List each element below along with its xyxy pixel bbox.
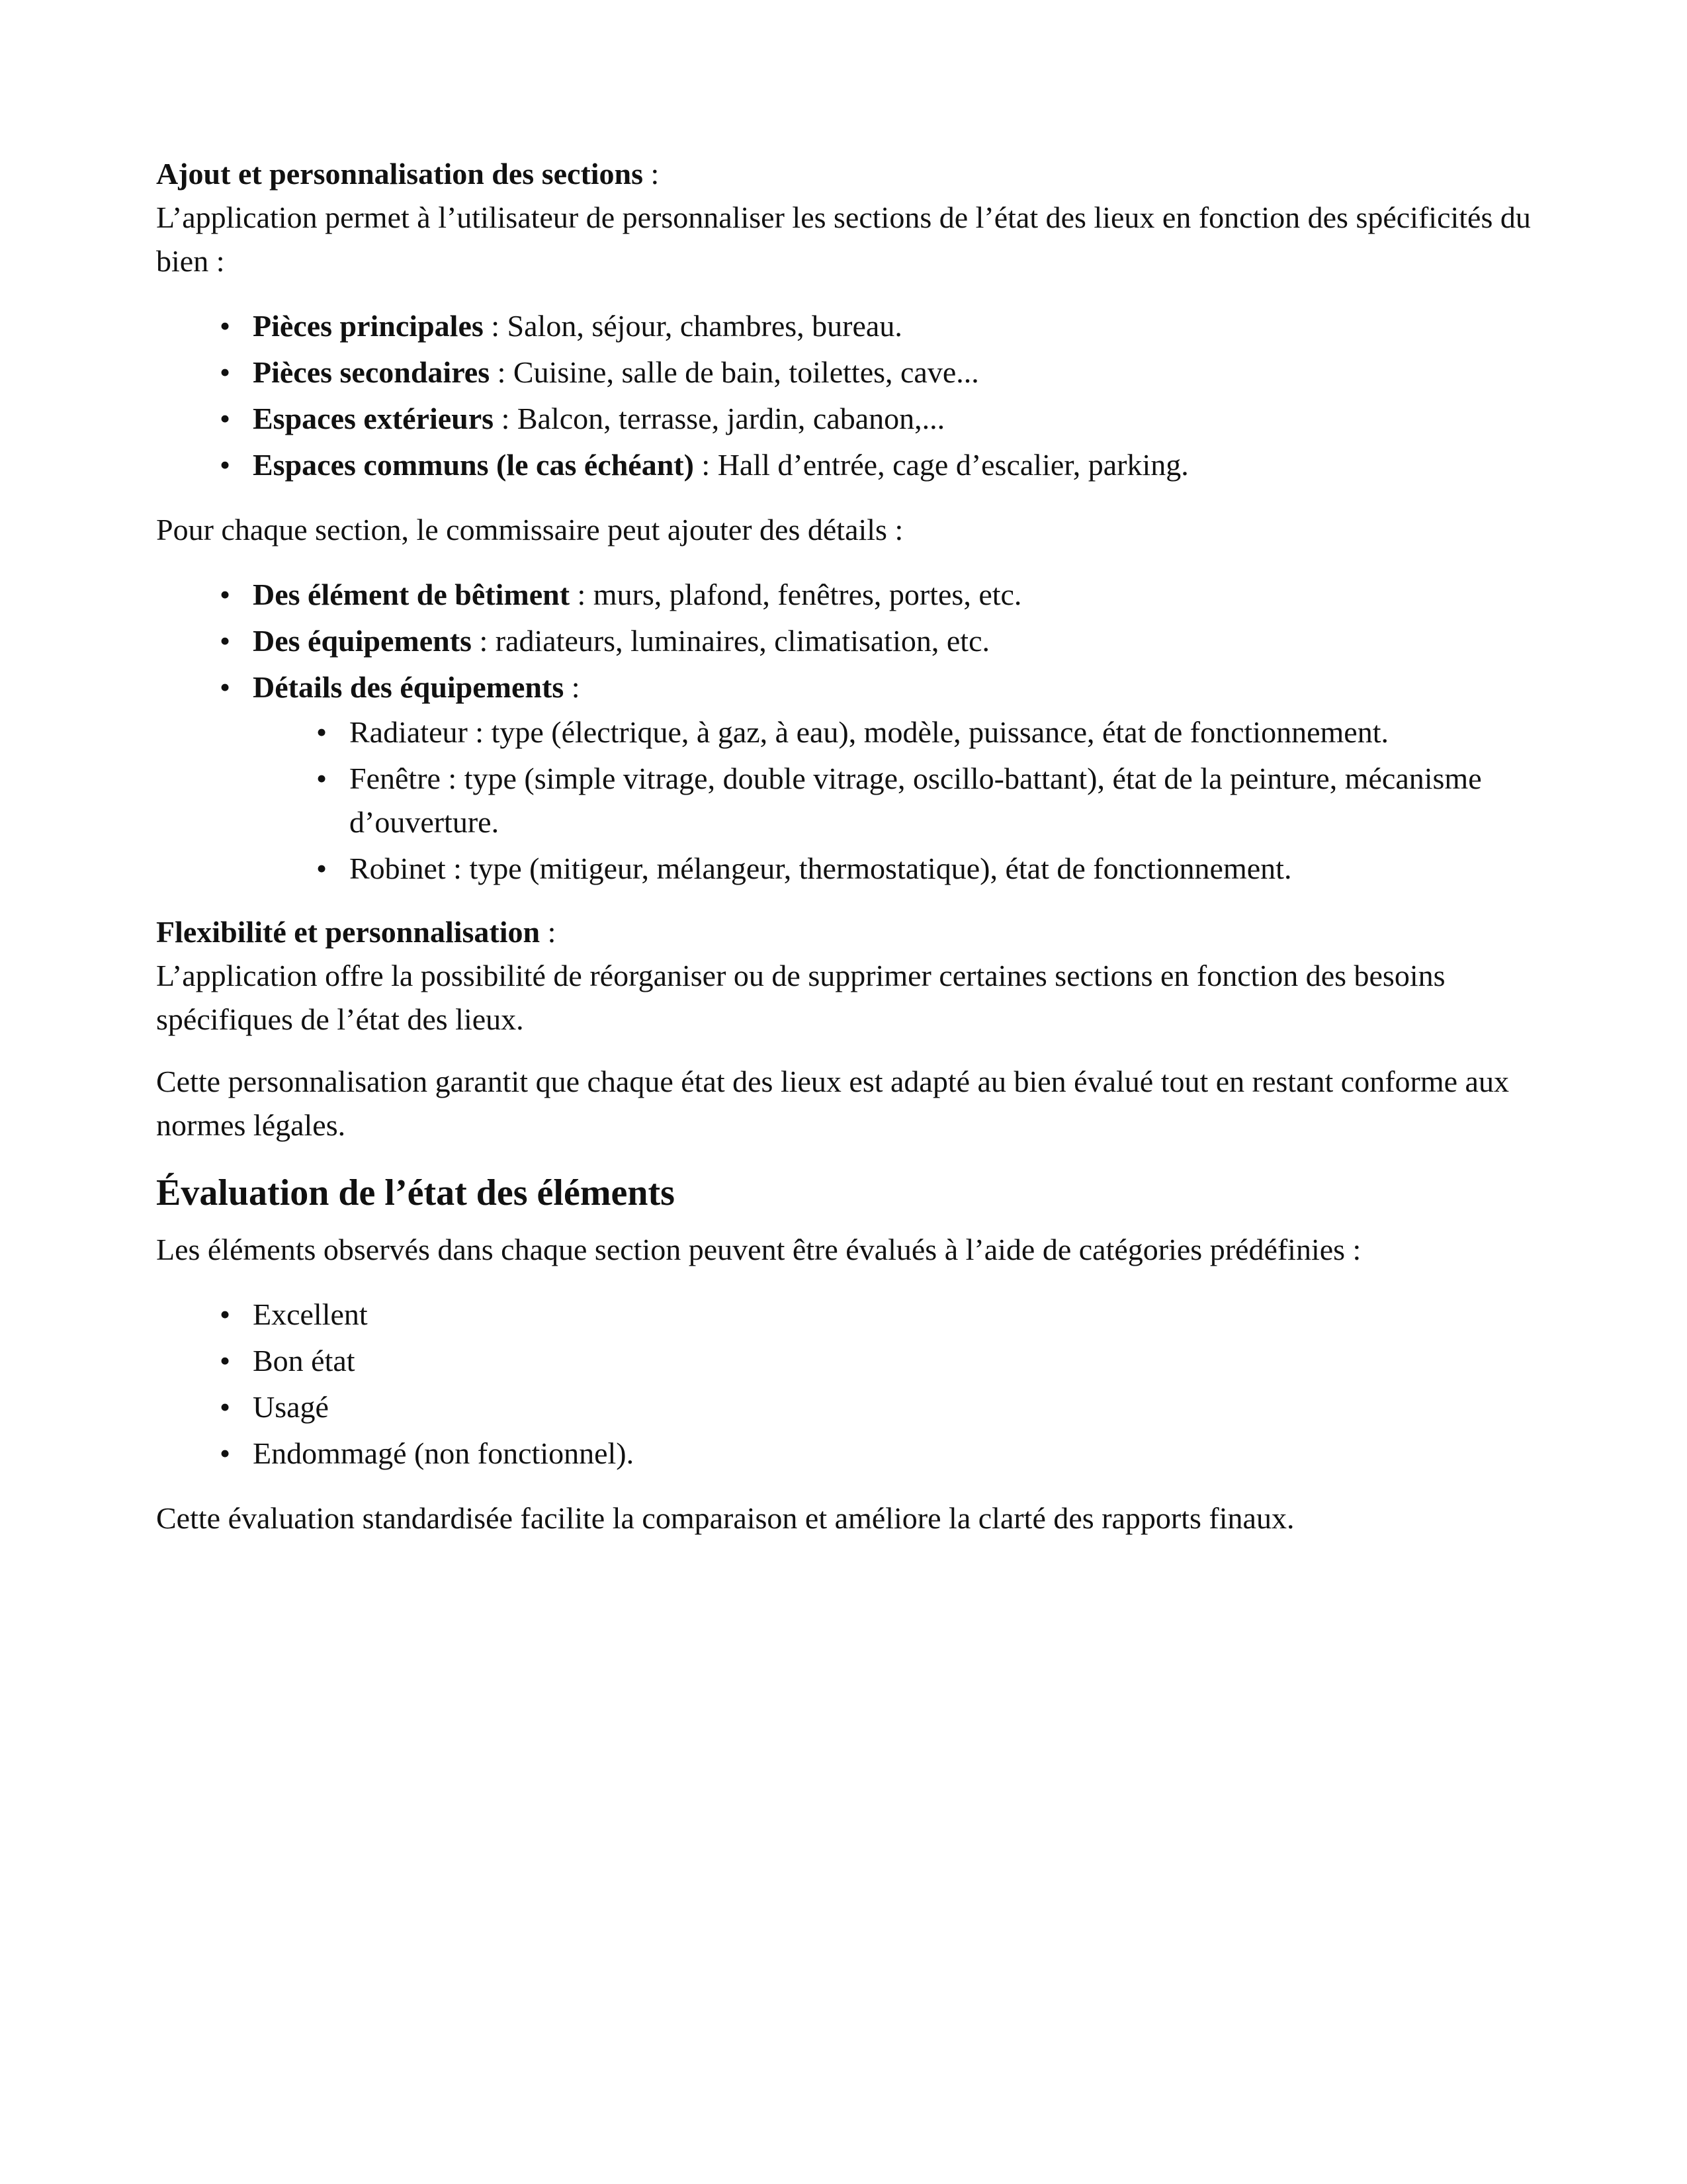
flexibility-text: L’application offre la possibilité de réorganiser ou de supprimer certaines sections en fonction des besoins spécifiques de l’état des lieux. [156, 959, 1446, 1036]
details-intro: Pour chaque section, le commissaire peut ajouter des détails : [156, 513, 904, 546]
bullet-icon: • [316, 762, 327, 795]
evaluation-heading: Évaluation de l’état des éléments [156, 1172, 675, 1213]
bullet-icon: • [219, 1436, 231, 1470]
bullet-icon: • [316, 715, 327, 749]
bullet-icon: • [219, 670, 231, 704]
list-item [156, 1430, 1539, 1477]
list-item [156, 572, 1539, 618]
bullet-icon: • [219, 1390, 231, 1424]
list-item-label: Espaces extérieurs [253, 402, 494, 435]
list-item-label: Des élément de bêtiment [253, 578, 570, 611]
list-item [156, 664, 1539, 891]
list-item-text: : Balcon, terrasse, jardin, cabanon,... [494, 402, 945, 435]
evaluation-categories-list [156, 1291, 1539, 1477]
bullet-icon: • [219, 1344, 231, 1377]
details-list [156, 572, 1539, 891]
sub-list-item-text: Robinet : type (mitigeur, mélangeur, thermostatique), état de fonctionnement. [349, 852, 1292, 885]
bullet-icon: • [219, 1297, 231, 1331]
bullet-icon: • [219, 355, 231, 389]
list-item [156, 303, 1539, 349]
bullet-icon: • [316, 852, 327, 885]
list-item-text: Bon état [253, 1344, 355, 1377]
section-custom-title [156, 152, 1539, 196]
section-custom-intro: L’application permet à l’utilisateur de personnaliser les sections de l’état des lieux en fonction des spécificités du bien : [156, 200, 1531, 278]
list-item [156, 1291, 1539, 1338]
list-item-text: : murs, plafond, fenêtres, portes, etc. [570, 578, 1022, 611]
bullet-icon: • [219, 309, 231, 343]
list-item-text: : Salon, séjour, chambres, bureau. [483, 309, 902, 343]
list-item-text: Endommagé (non fonctionnel). [253, 1436, 634, 1470]
list-item [156, 1384, 1539, 1430]
list-item-label: Pièces secondaires [253, 355, 490, 389]
list-item-text: Excellent [253, 1297, 368, 1331]
bullet-icon: • [219, 402, 231, 435]
equipment-details-list [253, 711, 1539, 891]
list-item [156, 349, 1539, 396]
evaluation-intro: Les éléments observés dans chaque section peuvent être évalués à l’aide de catégories prédéfinies : [156, 1233, 1362, 1266]
list-item-text: : Hall d’entrée, cage d’escalier, parking. [693, 448, 1189, 482]
list-item-label: Des équipements [253, 624, 472, 658]
list-item-text: : Cuisine, salle de bain, toilettes, cave... [490, 355, 979, 389]
flexibility-title-bold: Flexibilité et personnalisation [156, 915, 541, 949]
flexibility-conclusion: Cette personnalisation garantit que chaque état des lieux est adapté au bien évalué tout en restant conforme aux normes légales. [156, 1065, 1509, 1142]
section-custom-title-bold: Ajout et personnalisation des sections [156, 157, 644, 191]
sub-list-item [253, 847, 1539, 891]
sub-list-item-text: Fenêtre : type (simple vitrage, double vitrage, oscillo-battant), état de la peinture, mécanisme d’ouverture. [349, 762, 1482, 839]
document-page [156, 152, 1539, 1540]
list-item-label: Détails des équipements [253, 670, 564, 704]
flexibility-title [156, 910, 1539, 954]
list-item-text: : [564, 670, 580, 704]
list-item [156, 442, 1539, 488]
bullet-icon: • [219, 624, 231, 658]
section-custom-title-suffix: : [643, 157, 660, 191]
list-item [156, 396, 1539, 442]
section-types-list [156, 303, 1539, 488]
list-item-label: Pièces principales [253, 309, 484, 343]
bullet-icon: • [219, 448, 231, 482]
bullet-icon: • [219, 578, 231, 611]
list-item [156, 1338, 1539, 1384]
sub-list-item [253, 757, 1539, 844]
evaluation-conclusion: Cette évaluation standardisée facilite la comparaison et améliore la clarté des rapports finaux. [156, 1501, 1295, 1535]
list-item [156, 618, 1539, 664]
list-item-label: Espaces communs (le cas échéant) [253, 448, 694, 482]
list-item-text: Usagé [253, 1390, 329, 1424]
list-item-text: : radiateurs, luminaires, climatisation, etc. [471, 624, 990, 658]
flexibility-title-suffix: : [540, 915, 556, 949]
sub-list-item-text: Radiateur : type (électrique, à gaz, à eau), modèle, puissance, état de fonctionnement. [349, 715, 1389, 749]
sub-list-item [253, 711, 1539, 754]
